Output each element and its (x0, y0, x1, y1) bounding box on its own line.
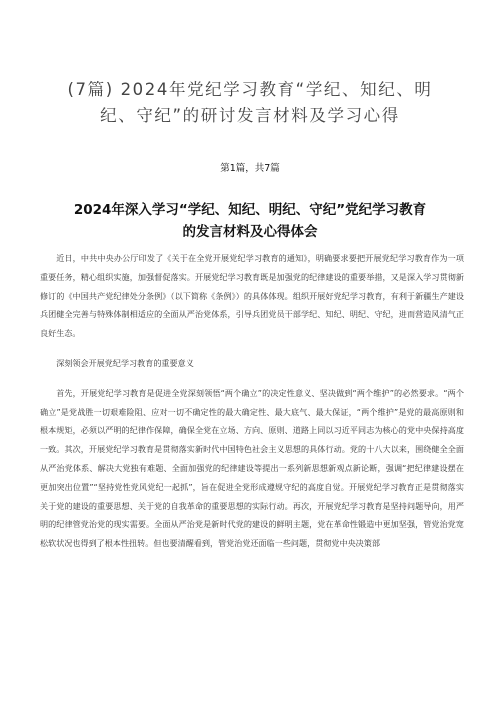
section-number: 第1篇，共7篇 (220, 163, 280, 174)
subtitle-line-2: 的发言材料及心得体会 (182, 224, 318, 241)
subtitle-line-1: 2024年深入学习“学纪、知纪、明纪、守纪”党纪学习教育 (73, 202, 427, 219)
article-subtitle (40, 199, 460, 243)
title-line-1: (7篇) 2024年党纪学习教育“学纪、知纪、明 (67, 80, 433, 100)
title-line-2: 纪、守纪”的研讨发言材料及学习心得 (100, 106, 400, 126)
section-heading: 深刻领会开展党纪学习教育的重要意义 (56, 357, 194, 368)
body-paragraph: 近日，中共中央办公厅印发了《关于在全党开展党纪学习教育的通知》，明确要求要把开展党纪学习教育作为一项重要任务，精心组织实施，加强督促落实。开展党纪学习教育既是加强党的纪律建设的重要举措，又是深入学习贯彻新修订的《中国共产党纪律处分条例》（以下简称《条例》）的具体体现。组织开展好党纪学习教育，有利于新疆生产建设兵团健全完善与特殊体制相适应的全面从严治党体系，引导兵团党员干部学纪、知纪、明纪、守纪，进而营造风清气正良好生态。 (40, 253, 464, 339)
article-body (40, 249, 464, 553)
body-paragraph: 首先，开展党纪学习教育是促进全党深刻领悟“两个确立”的决定性意义、坚决做到“两个维护”的必然要求。“两个确立”是党战胜一切艰难险阻、应对一切不确定性的最大确定性、最大底气、最大保证，“两个维护”是党的最高原则和根本规矩，必须以严明的纪律作保障，确保全党在立场、方向、原则、道路上同以习近平同志为核心的党中央保持高度一致。其次，开展党纪学习教育是贯彻落实新时代中国特色社会主义思想的具体行动。党的十八大以来，围绕健全全面从严治党体系、解决大党独有难题、全面加强党的纪律建设等提出一系列新思想新观点新论断，强调“把纪律建设摆在更加突出位置”“坚持党性党风党纪一起抓”，旨在促进全党形成遵规守纪的高度自觉。开展党纪学习教育正是贯彻落实关于党的建设的重要思想、关于党的自我革命的重要思想的实际行动。再次，开展党纪学习教育是坚持问题导向，用严明的纪律管党治党的现实需要。全面从严治党是新时代党的建设的鲜明主题，党在革命性锻造中更加坚强，管党治党宽松软状况也得到了根本性扭转。但也要清醒看到，管党治党还面临一些问题，贯彻党中央决策部 (40, 387, 464, 549)
document-title (62, 77, 438, 129)
